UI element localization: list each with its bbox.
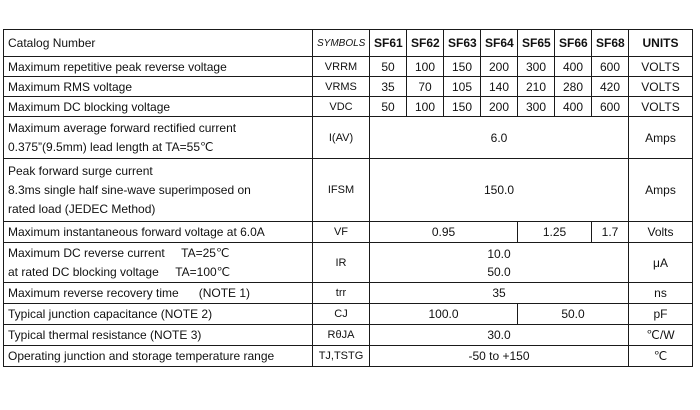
description-line: Maximum average forward rectified current — [8, 120, 237, 135]
table-row — [4, 243, 693, 283]
value-cell: 35 — [370, 77, 407, 97]
value-cell: 300 — [518, 97, 555, 117]
specifications-table — [3, 29, 693, 367]
value-cell: 300 — [518, 57, 555, 77]
parameter-symbol: VRRM — [313, 57, 370, 77]
unit-cell: μA — [629, 243, 693, 283]
table-row — [4, 57, 693, 77]
parameter-description: Typical thermal resistance (NOTE 3) — [4, 325, 313, 346]
table-row — [4, 304, 693, 325]
value-cell: 100 — [407, 97, 444, 117]
unit-cell: Amps — [629, 159, 693, 222]
value-cell: 600 — [592, 57, 629, 77]
parameter-description — [4, 159, 313, 222]
parameter-description: Maximum RMS voltage — [4, 77, 313, 97]
value-cell: 200 — [481, 97, 518, 117]
table-row — [4, 159, 693, 222]
parameter-symbol: CJ — [313, 304, 370, 325]
unit-cell: Amps — [629, 117, 693, 159]
table-row — [4, 325, 693, 346]
value-cell: 150 — [444, 97, 481, 117]
table-row — [4, 346, 693, 367]
unit-cell: Volts — [629, 222, 693, 243]
table-row — [4, 283, 693, 304]
model-header: SF66 — [555, 30, 592, 57]
unit-cell: pF — [629, 304, 693, 325]
parameter-symbol: VF — [313, 222, 370, 243]
value-cell: 0.95 — [370, 222, 518, 243]
unit-cell: ℃/W — [629, 325, 693, 346]
parameter-symbol: IFSM — [313, 159, 370, 222]
units-header: UNITS — [629, 30, 693, 57]
unit-cell: VOLTS — [629, 97, 693, 117]
unit-cell: ns — [629, 283, 693, 304]
model-header: SF63 — [444, 30, 481, 57]
value-cell: 600 — [592, 97, 629, 117]
value-cell: 420 — [592, 77, 629, 97]
unit-cell: ℃ — [629, 346, 693, 367]
parameter-description: Operating junction and storage temperature range — [4, 346, 313, 367]
parameter-symbol: RθJA — [313, 325, 370, 346]
parameter-symbol: TJ,TSTG — [313, 346, 370, 367]
parameter-symbol: I(AV) — [313, 117, 370, 159]
parameter-description: Typical junction capacitance (NOTE 2) — [4, 304, 313, 325]
value-cell: 400 — [555, 57, 592, 77]
parameter-description: Maximum DC blocking voltage — [4, 97, 313, 117]
value-cell: 280 — [555, 77, 592, 97]
value-cell: 6.0 — [370, 117, 629, 159]
value-cell: 1.7 — [592, 222, 629, 243]
unit-cell: VOLTS — [629, 77, 693, 97]
value-cell: 100.0 — [370, 304, 518, 325]
value-cell: -50 to +150 — [370, 346, 629, 367]
description-line: rated load (JEDEC Method) — [8, 201, 156, 216]
value-cell: 105 — [444, 77, 481, 97]
value-cell — [370, 243, 629, 283]
header-row — [4, 30, 693, 57]
table-row — [4, 97, 693, 117]
parameter-symbol: IR — [313, 243, 370, 283]
table-row — [4, 77, 693, 97]
model-header: SF65 — [518, 30, 555, 57]
parameter-symbol: trr — [313, 283, 370, 304]
model-header: SF61 — [370, 30, 407, 57]
value-cell: 50 — [370, 57, 407, 77]
parameter-symbol: VDC — [313, 97, 370, 117]
value-line: 50.0 — [487, 264, 511, 279]
value-cell: 100 — [407, 57, 444, 77]
model-header: SF68 — [592, 30, 629, 57]
catalog-number-header: Catalog Number — [4, 30, 313, 57]
value-cell: 210 — [518, 77, 555, 97]
symbols-header: SYMBOLS — [313, 30, 370, 57]
parameter-description: Maximum instantaneous forward voltage at 6.0A — [4, 222, 313, 243]
model-header: SF64 — [481, 30, 518, 57]
description-line: 8.3ms single half sine-wave superimposed on — [8, 182, 251, 197]
parameter-symbol: VRMS — [313, 77, 370, 97]
description-line: Peak forward surge current — [8, 163, 153, 178]
value-cell: 200 — [481, 57, 518, 77]
table-row — [4, 222, 693, 243]
unit-cell: VOLTS — [629, 57, 693, 77]
value-cell: 50.0 — [518, 304, 629, 325]
description-line: Maximum DC reverse current TA=25℃ — [8, 245, 230, 260]
value-cell: 400 — [555, 97, 592, 117]
value-cell: 50 — [370, 97, 407, 117]
description-line: at rated DC blocking voltage TA=100℃ — [8, 264, 231, 279]
parameter-description — [4, 243, 313, 283]
value-cell: 30.0 — [370, 325, 629, 346]
table-row — [4, 117, 693, 159]
parameter-description: Maximum reverse recovery time (NOTE 1) — [4, 283, 313, 304]
value-cell: 150.0 — [370, 159, 629, 222]
model-header: SF62 — [407, 30, 444, 57]
value-line: 10.0 — [487, 246, 511, 261]
description-line: 0.375”(9.5mm) lead length at TA=55℃ — [8, 139, 214, 154]
value-cell: 1.25 — [518, 222, 592, 243]
value-cell: 140 — [481, 77, 518, 97]
parameter-description — [4, 117, 313, 159]
value-cell: 35 — [370, 283, 629, 304]
parameter-description: Maximum repetitive peak reverse voltage — [4, 57, 313, 77]
value-cell: 150 — [444, 57, 481, 77]
value-cell: 70 — [407, 77, 444, 97]
